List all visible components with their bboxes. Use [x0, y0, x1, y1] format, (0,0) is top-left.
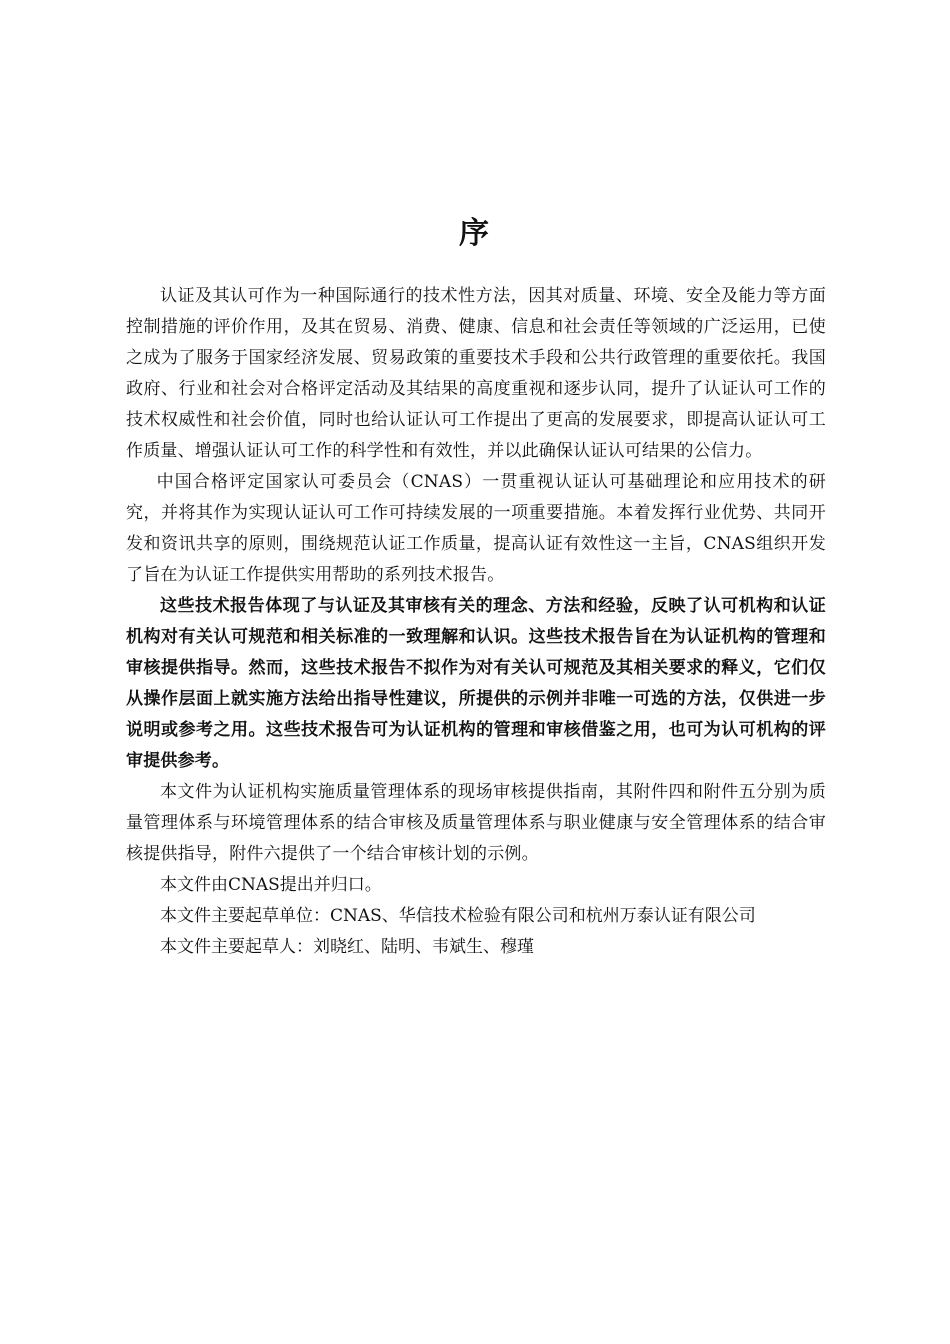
paragraph-intro: 认证及其认可作为一种国际通行的技术性方法，因其对质量、环境、安全及能力等方面控制措施的评价作用，及其在贸易、消费、健康、信息和社会责任等领域的广泛运用，已使之成为了服务于国家经济发展、贸易政策的重要技术手段和公共行政管理的重要依托。我国政府、行业和社会对合格评定活动及其结果的高度重视和逐步认同，提升了认证认可工作的技术权威性和社会价值，同时也给认证认可工作提出了更高的发展要求，即提高认证认可工作质量、增强认证认可工作的科学性和有效性，并以此确保认证认可结果的公信力。: [126, 286, 826, 461]
paragraph-technical-reports: 这些技术报告体现了与认证及其审核有关的理念、方法和经验，反映了认可机构和认证机构对有关认可规范和相关标准的一致理解和认识。这些技术报告旨在为认证机构的管理和审核提供指导。然而，这些技术报告不拟作为对有关认可规范及其相关要求的释义，它们仅从操作层面上就实施方法给出指导性建议，所提供的示例并非唯一可选的方法，仅供进一步说明或参考之用。这些技术报告可为认证机构的管理和审核借鉴之用，也可为认可机构的评审提供参考。: [126, 596, 826, 771]
paragraph-drafting-units: 本文件主要起草单位：CNAS、华信技术检验有限公司和杭州万泰认证有限公司: [160, 906, 756, 926]
preface-body: [126, 281, 826, 963]
paragraph-scope: 本文件为认证机构实施质量管理体系的现场审核提供指南，其附件四和附件五分别为质量管理体系与环境管理体系的结合审核及质量管理体系与职业健康与安全管理体系的结合审核提供指导，附件六提供了一个结合审核计划的示例。: [126, 782, 826, 864]
paragraph-drafters: 本文件主要起草人：刘晓红、陆明、韦斌生、穆瑾: [160, 937, 534, 957]
paragraph-cnas: 中国合格评定国家认可委员会（CNAS）一贯重视认证认可基础理论和应用技术的研究，并将其作为实现认证认可工作可持续发展的一项重要措施。本着发挥行业优势、共同开发和资讯共享的原则，围绕规范认证工作质量，提高认证有效性这一主旨，CNAS组织开发了旨在为认证工作提供实用帮助的系列技术报告。: [126, 472, 826, 585]
paragraph-proposed-by: 本文件由CNAS提出并归口。: [160, 875, 382, 895]
page-title: 序: [459, 216, 491, 251]
